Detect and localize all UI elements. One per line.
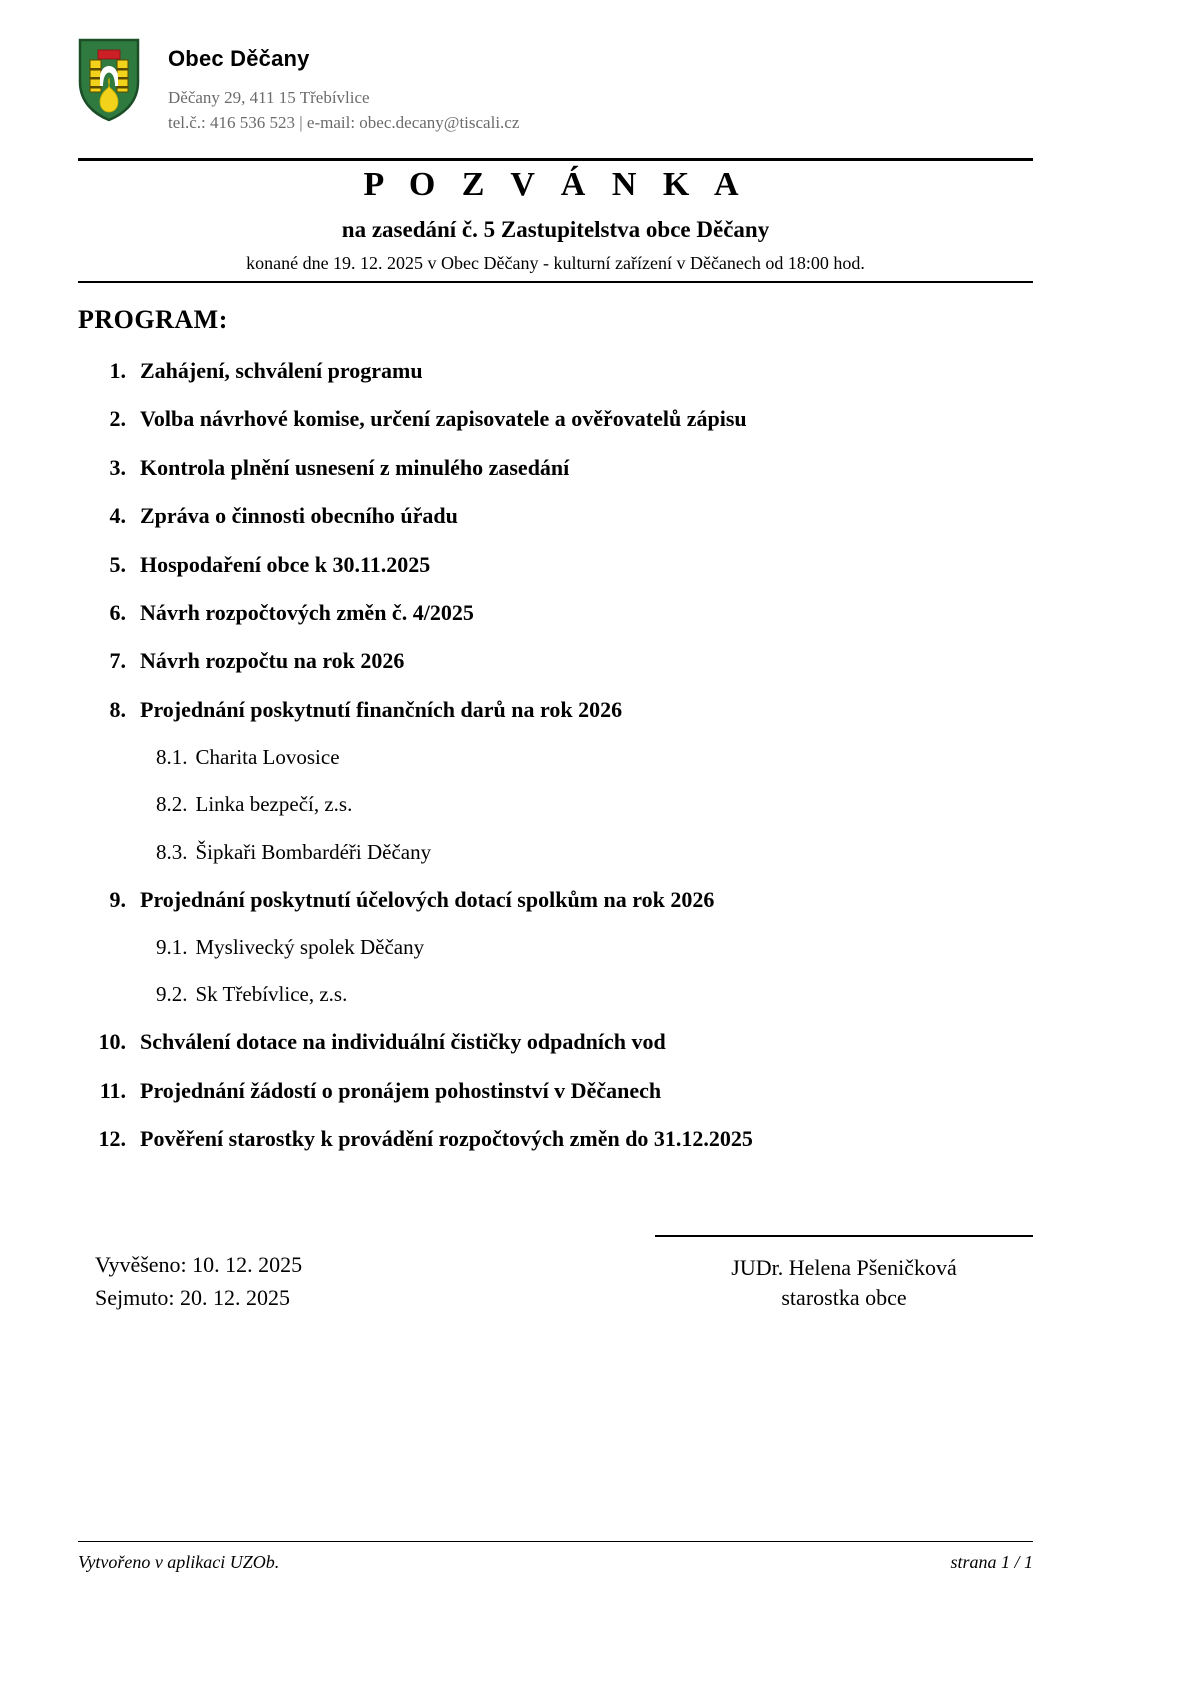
footer-divider — [78, 1541, 1033, 1542]
agenda-subitem — [156, 935, 1033, 960]
agenda-subitem-label: Myslivecký spolek Děčany — [195, 935, 425, 960]
posting-dates — [95, 1248, 302, 1314]
page-title: P O Z V Á N K A — [363, 166, 748, 203]
agenda-subitem — [156, 840, 1033, 865]
footer-application-note: Vytvořeno v aplikaci UZOb. — [78, 1552, 280, 1572]
agenda-list — [78, 358, 1033, 1175]
signature-line — [655, 1235, 1033, 1237]
agenda-item — [78, 1078, 1033, 1104]
agenda-item-label: Zpráva o činnosti obecního úřadu — [140, 503, 458, 529]
agenda-subitem-label: Šipkaři Bombardéři Děčany — [195, 839, 432, 864]
program-heading: PROGRAM: — [78, 305, 228, 334]
agenda-item-number: 12. — [98, 1126, 126, 1152]
coat-of-arms-icon — [78, 38, 140, 122]
agenda-subitem — [156, 792, 1033, 817]
page-footer — [78, 1552, 1033, 1573]
agenda-subitem — [156, 745, 1033, 770]
agenda-item — [78, 358, 1033, 384]
signature-block — [655, 1235, 1033, 1312]
agenda-item-number: 2. — [109, 406, 126, 432]
agenda-item-label: Kontrola plnění usnesení z minulého zasedání — [140, 454, 570, 480]
organization-address: Děčany 29, 411 15 Třebívlice — [168, 88, 370, 108]
agenda-item-label: Návrh rozpočtu na rok 2026 — [140, 648, 405, 674]
agenda-item-label: Návrh rozpočtových změn č. 4/2025 — [140, 599, 474, 625]
agenda-item-label: Volba návrhové komise, určení zapisovatele a ověřovatelů zápisu — [140, 406, 747, 432]
agenda-item — [78, 503, 1033, 529]
agenda-item — [78, 600, 1033, 626]
agenda-item-number: 1. — [109, 358, 126, 383]
agenda-item-label: Projednání poskytnutí finančních darů na rok 2026 — [140, 696, 623, 722]
agenda-item-number: 7. — [109, 648, 126, 674]
agenda-item-label: Schválení dotace na individuální čističky odpadních vod — [140, 1029, 666, 1055]
agenda-item — [78, 406, 1033, 432]
agenda-subitem-number: 8.1. — [156, 745, 188, 770]
agenda-item-label: Projednání poskytnutí účelových dotací spolkům na rok 2026 — [140, 886, 715, 912]
agenda-item — [78, 648, 1033, 674]
header-divider-top — [78, 158, 1033, 161]
agenda-item-number: 9. — [109, 886, 126, 912]
agenda-item-number: 3. — [109, 454, 126, 480]
agenda-item-number: 6. — [109, 599, 126, 625]
agenda-item-number: 11. — [99, 1077, 126, 1103]
agenda-item-number: 10. — [98, 1029, 126, 1055]
letterhead-text — [168, 38, 1033, 136]
letterhead — [78, 38, 1033, 136]
agenda-item-number: 8. — [109, 696, 126, 722]
agenda-subitem-number: 8.2. — [156, 792, 188, 817]
title-divider-bottom — [78, 281, 1033, 283]
organization-contact: tel.č.: 416 536 523 | e-mail: obec.decany@tiscali.cz — [168, 113, 520, 133]
agenda-item-number: 5. — [109, 551, 126, 577]
agenda-item — [78, 455, 1033, 481]
agenda-subitem-label: Sk Třebívlice, z.s. — [195, 982, 348, 1007]
agenda-subitem-label: Linka bezpečí, z.s. — [195, 792, 353, 817]
agenda-subitem-label: Charita Lovosice — [195, 745, 340, 770]
agenda-item — [78, 1126, 1033, 1152]
agenda-item-label: Pověření starostky k provádění rozpočtových změn do 31.12.2025 — [140, 1126, 753, 1152]
meeting-datetime: konané dne 19. 12. 2025 v Obec Děčany - kulturní zařízení v Děčanech od 18:00 hod. — [246, 253, 865, 274]
agenda-subitem-number: 8.3. — [156, 839, 188, 864]
organization-name: Obec Děčany — [168, 46, 310, 71]
signatory-name: JUDr. Helena Pšeničková — [731, 1255, 957, 1280]
agenda-item — [78, 1029, 1033, 1055]
signatory-role: starostka obce — [781, 1284, 907, 1310]
agenda-item — [78, 552, 1033, 578]
agenda-item-label: Zahájení, schválení programu — [140, 358, 423, 383]
agenda-item-number: 4. — [109, 503, 126, 529]
page-subtitle: na zasedání č. 5 Zastupitelstva obce Děčany — [341, 216, 770, 242]
title-block — [78, 164, 1033, 276]
agenda-item-label: Hospodaření obce k 30.11.2025 — [140, 551, 431, 577]
posted-date: Vyvěšeno: 10. 12. 2025 — [95, 1252, 303, 1277]
removed-date: Sejmuto: 20. 12. 2025 — [95, 1285, 290, 1310]
agenda-item — [78, 697, 1033, 723]
agenda-item — [78, 887, 1033, 913]
agenda-subitem-number: 9.1. — [156, 935, 188, 960]
footer-page-number: strana 1 / 1 — [950, 1552, 1033, 1572]
agenda-item-label: Projednání žádostí o pronájem pohostinství v Děčanech — [140, 1077, 662, 1103]
agenda-subitem — [156, 982, 1033, 1007]
agenda-subitem-number: 9.2. — [156, 982, 188, 1007]
